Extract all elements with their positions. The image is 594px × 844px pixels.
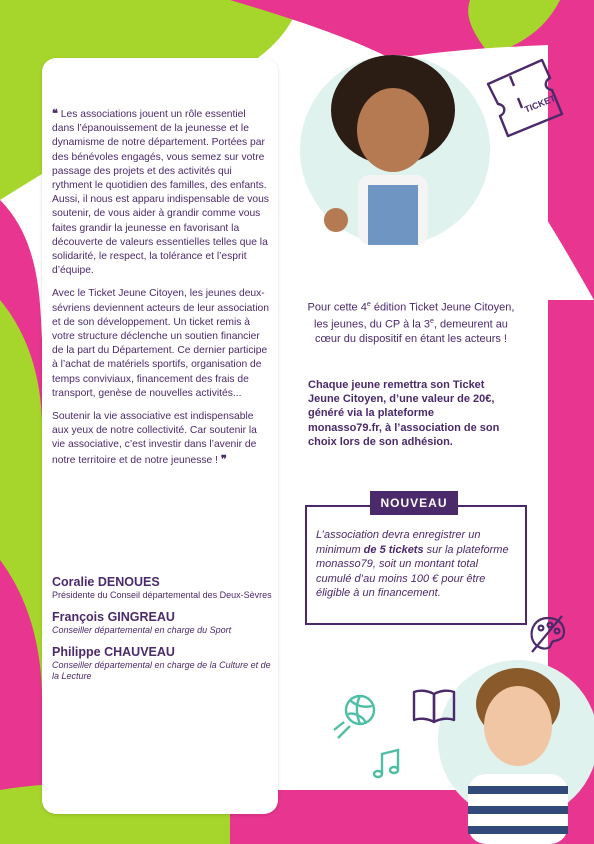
- book-icon: [411, 686, 457, 726]
- nouveau-badge: NOUVEAU: [370, 491, 458, 515]
- signature-name: Philippe CHAUVEAU: [52, 645, 175, 659]
- signatures: [52, 575, 274, 691]
- nouveau-text: L’association devra enregistrer un minimum de 5 tickets sur la plateforme monasso79, soit un montant total cumulé d’au moins 100 € pour être éligible à un financement.: [316, 529, 509, 600]
- music-note-icon: [372, 748, 402, 780]
- signature-role: Conseiller départemental en charge du Sport: [52, 625, 232, 635]
- ticket-highlight: Chaque jeune remettra son Ticket Jeune Citoyen, d’une valeur de 20€, généré via la plateforme monasso79.fr, à l’association de son choix lors de son adhésion.: [308, 379, 500, 448]
- editorial-quote: [52, 107, 270, 477]
- palette-icon: [526, 612, 570, 656]
- signature-3: [52, 645, 274, 682]
- signature-2: [52, 610, 274, 636]
- girl-photo: [318, 55, 468, 245]
- signature-1: [52, 575, 274, 601]
- quote-open-icon: ❝: [52, 107, 58, 120]
- signature-name: Coralie DENOUES: [52, 575, 160, 589]
- signature-name: François GINGREAU: [52, 610, 175, 624]
- volleyball-icon: [330, 690, 386, 742]
- boy-photo: [458, 664, 578, 844]
- quote-paragraph-3: Soutenir la vie associative est indispensable aux yeux de notre collectivité. Car soutenir la vie associative, c’est investir dans l’avenir de notre territoire et de notre jeunesse ! ❞: [52, 411, 257, 466]
- ticket-icon: [480, 54, 575, 139]
- signature-role: Conseiller départemental en charge de la Culture et de la Lecture: [52, 660, 271, 681]
- quote-paragraph-2: Avec le Ticket Jeune Citoyen, les jeunes deux-sévriens deviennent acteurs de leur association et de son développement. Un ticket remis à votre structure déclenche un soutien financier de la part du Département. Ce dernier participe à l’achat de matériels sportifs, organisation de temps conviviaux, financement des frais de transport, genèse de nouvelles activités...: [52, 288, 269, 399]
- ticket-label: TICKET: [523, 93, 557, 115]
- quote-paragraph-1: ❝ Les associations jouent un rôle essentiel dans l’épanouissement de la jeunesse et le dynamisme de notre département. Portées par des bénévoles engagés, vous semez sur votre passage des projets et des activités qui rythment le quotidien des familles, des enfants. Aussi, il nous est apparu indispensable de vous soutenir, de vous aider à grandir comme vous faites grandir la jeunesse en favorisant la découverte de valeurs essentielles telles que la solidarité, le respect, la tolérance et l’esprit d’équipe.: [52, 107, 269, 277]
- signature-role: Présidente du Conseil départemental des Deux-Sèvres: [52, 590, 272, 600]
- edition-intro: Pour cette 4e édition Ticket Jeune Citoyen, les jeunes, du CP à la 3e, demeurent au cœur du dispositif en étant les acteurs !: [307, 301, 515, 346]
- quote-close-icon: ❞: [220, 452, 227, 466]
